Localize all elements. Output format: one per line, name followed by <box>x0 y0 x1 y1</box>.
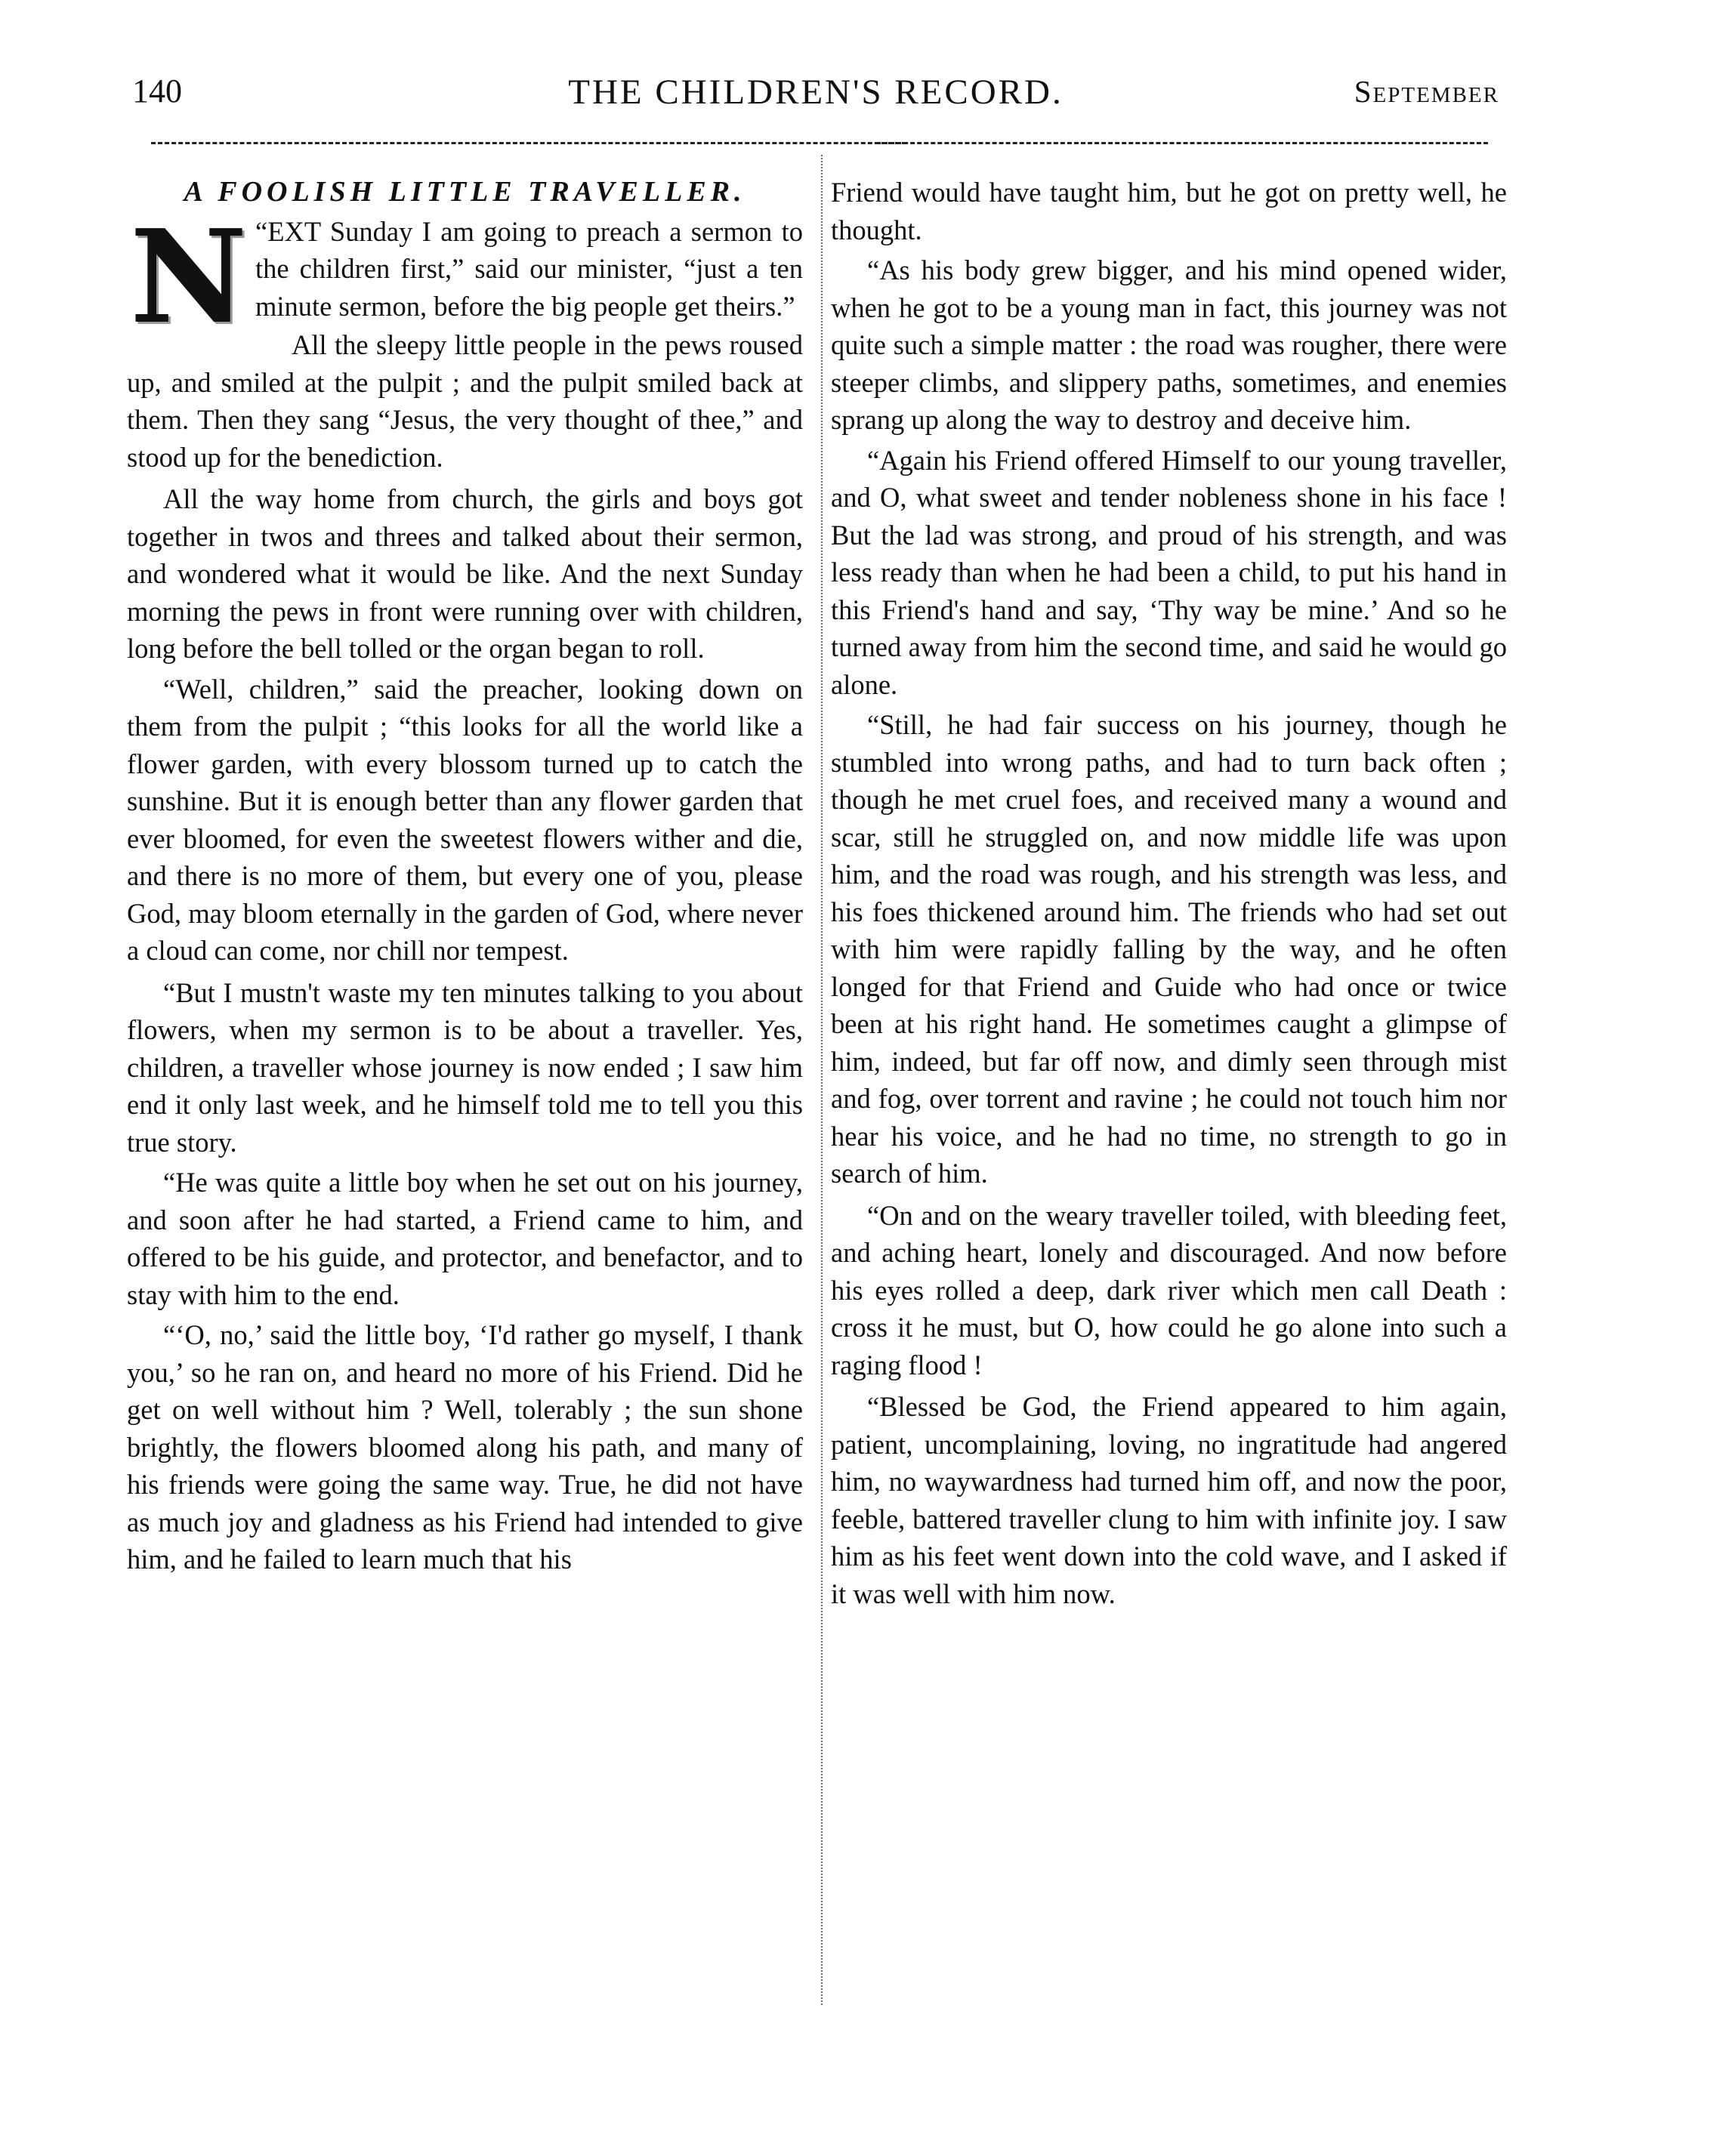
page-header <box>132 72 1499 125</box>
article-paragraph: All the sleepy little people in the pews roused up, and smiled at the pulpit ; and the pulpit smiled back at them. Then they sang “Jesus, the very thought of thee,” and stood up for the benediction. <box>127 329 803 473</box>
article-paragraph: “Again his Friend offered Himself to our young traveller, and O, what sweet and tender nobleness shone in his face ! But the lad was strong, and proud of his strength, and was less ready than when he had been a child, to put his hand in this Friend's hand and say, ‘Thy way be mine.’ And so he turned away from him the second time, and said he would go alone. <box>831 444 1507 700</box>
running-title: THE CHILDREN'S RECORD. <box>568 72 1064 112</box>
article-paragraph: “Still, he had fair success on his journey, though he stumbled into wrong paths, and had to turn back often ; though he met cruel foes, and received many a wound and scar, still he struggled on, and now middle life was upon him, and the road was rough, and his strength was less, and his foes thickened around him. The friends who had set out with him were rapidly falling by the way, and he often longed for that Friend and Guide who had once or twice been at his right hand. He sometimes caught a glimpse of him, indeed, but far off now, and dimly seen through mist and fog, over torrent and ravine ; he could not touch him nor hear his voice, and he had no time, no strength to go in search of him. <box>831 709 1507 1189</box>
paragraph-text: EXT Sunday I am going to preach a sermon to the children first,” said our minister, “just a ten minute sermon, before the big people get theirs.” <box>255 215 803 322</box>
article-paragraph: “As his body grew bigger, and his mind opened wider, when he got to be a young man in fact, this journey was not quite such a simple matter : the road was rougher, there were steeper climbs, and slippery paths, sometimes, and enemies sprang up along the way to destroy and deceive him. <box>831 254 1507 435</box>
article-paragraph-continued: Friend would have taught him, but he got on pretty well, he thought. <box>831 177 1507 245</box>
page-number: 140 <box>132 72 182 109</box>
header-rule-left <box>151 142 906 144</box>
article-paragraph <box>127 201 803 353</box>
article-paragraph: “Well, children,” said the preacher, looking down on them from the pulpit ; “this looks for all the world like a flower garden, with every blossom turned up to catch the sunshine. But it is enough better than any flower garden that ever bloomed, for even the sweetest flowers wither and die, and there is no more of them, but every one of you, please God, may bloom eternally in the garden of God, where never a cloud can come, nor chill nor tempest. <box>127 673 803 966</box>
left-column <box>127 174 803 1578</box>
article-paragraph: “On and on the weary traveller toiled, with bleeding feet, and aching heart, lonely and discouraged. And now before his eyes rolled a deep, dark river which men call Death : cross it he must, but O, how could he go alone into such a raging flood ! <box>831 1199 1507 1380</box>
article-paragraph: All the way home from church, the girls and boys got together in twos and threes and talked about their sermon, and wondered what it would be like. And the next Sunday morning the pews in front were running over with children, long before the bell tolled or the organ began to roll. <box>127 483 803 664</box>
article-paragraph: “But I mustn't waste my ten minutes talking to you about flowers, when my sermon is to be about a traveller. Yes, children, a traveller whose journey is now ended ; I saw him end it only last week, and he himself told me to tell you this true story. <box>127 976 803 1158</box>
issue-month: September <box>1354 74 1499 109</box>
article-paragraph: “He was quite a little boy when he set out on his journey, and soon after he had started, a Friend came to him, and offered to be his guide, and protector, and benefactor, and to stay with him to the end. <box>127 1167 803 1310</box>
article-paragraph: “Blessed be God, the Friend appeared to him again, patient, uncomplaining, loving, no ingratitude had angered him, no waywardness had turned him off, and now the poor, feeble, battered traveller clung to him with infinite joy. I saw him as his feet went down into the cold wave, and I asked if it was well with him now. <box>831 1391 1507 1609</box>
right-column <box>831 174 1507 1612</box>
article-paragraph: “‘O, no,’ said the little boy, ‘I'd rather go myself, I thank you,’ so he ran on, and heard no more of his Friend. Did he get on well without him ? Well, tolerably ; the sun shone brightly, the flowers bloomed along his path, and many of his friends were going the same way. True, he did not have as much joy and gladness as his Friend had intended to give him, and he failed to learn much that his <box>127 1319 803 1575</box>
column-divider <box>821 155 823 2005</box>
drop-cap: N <box>130 201 248 353</box>
opening-quote: “ <box>255 215 268 247</box>
header-rule-right <box>876 142 1488 144</box>
article-title: A FOOLISH LITTLE TRAVELLER. <box>184 176 746 208</box>
